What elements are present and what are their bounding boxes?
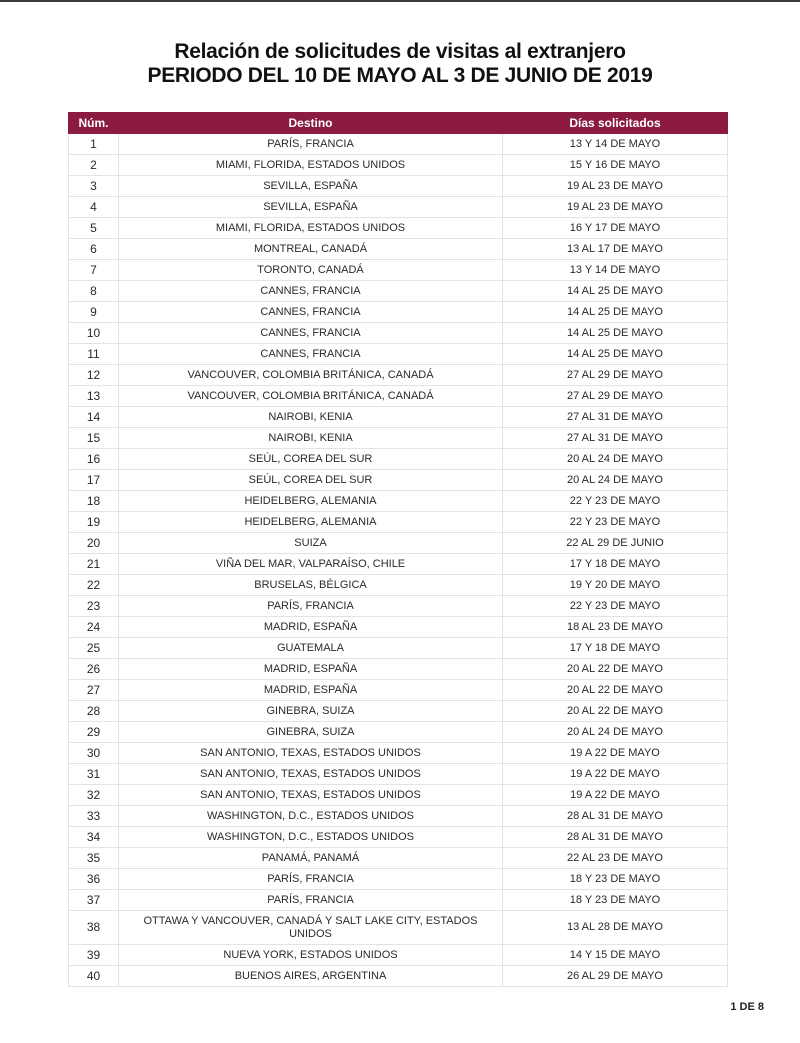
days-cell: 27 AL 31 DE MAYO bbox=[503, 428, 728, 449]
row-number: 2 bbox=[69, 155, 119, 176]
row-number: 25 bbox=[69, 638, 119, 659]
days-cell: 20 AL 24 DE MAYO bbox=[503, 722, 728, 743]
row-number: 36 bbox=[69, 869, 119, 890]
row-number: 16 bbox=[69, 449, 119, 470]
days-cell: 19 A 22 DE MAYO bbox=[503, 785, 728, 806]
table-row bbox=[69, 596, 728, 617]
days-cell: 27 AL 29 DE MAYO bbox=[503, 386, 728, 407]
table-row bbox=[69, 386, 728, 407]
destination-cell: PARÍS, FRANCIA bbox=[119, 890, 503, 911]
row-number: 12 bbox=[69, 365, 119, 386]
table-row bbox=[69, 302, 728, 323]
destination-cell: SEVILLA, ESPAÑA bbox=[119, 197, 503, 218]
days-cell: 14 AL 25 DE MAYO bbox=[503, 344, 728, 365]
destination-cell: BUENOS AIRES, ARGENTINA bbox=[119, 966, 503, 987]
destination-cell: SUIZA bbox=[119, 533, 503, 554]
table-row bbox=[69, 554, 728, 575]
destination-cell: VIÑA DEL MAR, VALPARAÍSO, CHILE bbox=[119, 554, 503, 575]
days-cell: 22 Y 23 DE MAYO bbox=[503, 596, 728, 617]
days-cell: 20 AL 24 DE MAYO bbox=[503, 449, 728, 470]
table-row bbox=[69, 449, 728, 470]
table-row bbox=[69, 365, 728, 386]
table-row bbox=[69, 966, 728, 987]
table-row bbox=[69, 407, 728, 428]
requests-table bbox=[68, 112, 728, 987]
table-row bbox=[69, 945, 728, 966]
table-row bbox=[69, 743, 728, 764]
row-number: 15 bbox=[69, 428, 119, 449]
row-number: 3 bbox=[69, 176, 119, 197]
destination-cell: PARÍS, FRANCIA bbox=[119, 134, 503, 155]
row-number: 31 bbox=[69, 764, 119, 785]
destination-cell: GUATEMALA bbox=[119, 638, 503, 659]
row-number: 21 bbox=[69, 554, 119, 575]
table-row bbox=[69, 260, 728, 281]
days-cell: 20 AL 24 DE MAYO bbox=[503, 470, 728, 491]
destination-cell: VANCOUVER, COLOMBIA BRITÁNICA, CANADÁ bbox=[119, 365, 503, 386]
days-cell: 19 A 22 DE MAYO bbox=[503, 764, 728, 785]
destination-cell: GINEBRA, SUIZA bbox=[119, 701, 503, 722]
row-number: 34 bbox=[69, 827, 119, 848]
days-cell: 20 AL 22 DE MAYO bbox=[503, 701, 728, 722]
days-cell: 19 AL 23 DE MAYO bbox=[503, 197, 728, 218]
destination-cell: PARÍS, FRANCIA bbox=[119, 596, 503, 617]
table-row bbox=[69, 722, 728, 743]
table-body bbox=[69, 134, 728, 987]
row-number: 22 bbox=[69, 575, 119, 596]
destination-cell: NUEVA YORK, ESTADOS UNIDOS bbox=[119, 945, 503, 966]
destination-cell: TORONTO, CANADÁ bbox=[119, 260, 503, 281]
row-number: 19 bbox=[69, 512, 119, 533]
days-cell: 20 AL 22 DE MAYO bbox=[503, 680, 728, 701]
row-number: 40 bbox=[69, 966, 119, 987]
days-cell: 16 Y 17 DE MAYO bbox=[503, 218, 728, 239]
destination-cell: CANNES, FRANCIA bbox=[119, 302, 503, 323]
destination-cell: MIAMI, FLORIDA, ESTADOS UNIDOS bbox=[119, 218, 503, 239]
destination-cell: BRUSELAS, BÉLGICA bbox=[119, 575, 503, 596]
destination-cell: HEIDELBERG, ALEMANIA bbox=[119, 491, 503, 512]
table-row bbox=[69, 848, 728, 869]
table-row bbox=[69, 869, 728, 890]
table-row bbox=[69, 659, 728, 680]
table-row bbox=[69, 218, 728, 239]
row-number: 7 bbox=[69, 260, 119, 281]
row-number: 20 bbox=[69, 533, 119, 554]
row-number: 32 bbox=[69, 785, 119, 806]
table-row bbox=[69, 575, 728, 596]
row-number: 13 bbox=[69, 386, 119, 407]
row-number: 1 bbox=[69, 134, 119, 155]
table-row bbox=[69, 785, 728, 806]
destination-cell: NAIROBI, KENIA bbox=[119, 407, 503, 428]
days-cell: 22 AL 23 DE MAYO bbox=[503, 848, 728, 869]
row-number: 28 bbox=[69, 701, 119, 722]
table-row bbox=[69, 911, 728, 945]
row-number: 27 bbox=[69, 680, 119, 701]
days-cell: 15 Y 16 DE MAYO bbox=[503, 155, 728, 176]
row-number: 10 bbox=[69, 323, 119, 344]
destination-cell: PANAMÁ, PANAMÁ bbox=[119, 848, 503, 869]
destination-cell: OTTAWA Y VANCOUVER, CANADÁ Y SALT LAKE CITY, ESTADOS UNIDOS bbox=[119, 911, 503, 945]
days-cell: 19 A 22 DE MAYO bbox=[503, 743, 728, 764]
days-cell: 27 AL 29 DE MAYO bbox=[503, 365, 728, 386]
days-cell: 18 AL 23 DE MAYO bbox=[503, 617, 728, 638]
row-number: 35 bbox=[69, 848, 119, 869]
row-number: 9 bbox=[69, 302, 119, 323]
row-number: 11 bbox=[69, 344, 119, 365]
destination-cell: CANNES, FRANCIA bbox=[119, 344, 503, 365]
column-header-destination: Destino bbox=[119, 113, 503, 134]
table-row bbox=[69, 323, 728, 344]
days-cell: 19 AL 23 DE MAYO bbox=[503, 176, 728, 197]
days-cell: 13 Y 14 DE MAYO bbox=[503, 134, 728, 155]
row-number: 5 bbox=[69, 218, 119, 239]
destination-cell: MADRID, ESPAÑA bbox=[119, 659, 503, 680]
days-cell: 28 AL 31 DE MAYO bbox=[503, 806, 728, 827]
days-cell: 20 AL 22 DE MAYO bbox=[503, 659, 728, 680]
table-row bbox=[69, 155, 728, 176]
column-header-days: Días solicitados bbox=[503, 113, 728, 134]
row-number: 39 bbox=[69, 945, 119, 966]
row-number: 29 bbox=[69, 722, 119, 743]
destination-cell: MADRID, ESPAÑA bbox=[119, 680, 503, 701]
destination-cell: HEIDELBERG, ALEMANIA bbox=[119, 512, 503, 533]
destination-cell: CANNES, FRANCIA bbox=[119, 323, 503, 344]
days-cell: 13 AL 17 DE MAYO bbox=[503, 239, 728, 260]
table-row bbox=[69, 638, 728, 659]
destination-cell: SAN ANTONIO, TEXAS, ESTADOS UNIDOS bbox=[119, 764, 503, 785]
days-cell: 22 AL 29 DE JUNIO bbox=[503, 533, 728, 554]
row-number: 17 bbox=[69, 470, 119, 491]
table-row bbox=[69, 764, 728, 785]
days-cell: 17 Y 18 DE MAYO bbox=[503, 638, 728, 659]
document-title: Relación de solicitudes de visitas al extranjero bbox=[174, 40, 626, 63]
destination-cell: WASHINGTON, D.C., ESTADOS UNIDOS bbox=[119, 806, 503, 827]
table-row bbox=[69, 470, 728, 491]
days-cell: 14 AL 25 DE MAYO bbox=[503, 281, 728, 302]
table-row bbox=[69, 428, 728, 449]
destination-cell: SAN ANTONIO, TEXAS, ESTADOS UNIDOS bbox=[119, 743, 503, 764]
table-row bbox=[69, 701, 728, 722]
row-number: 4 bbox=[69, 197, 119, 218]
days-cell: 13 AL 28 DE MAYO bbox=[503, 911, 728, 945]
row-number: 6 bbox=[69, 239, 119, 260]
row-number: 8 bbox=[69, 281, 119, 302]
days-cell: 26 AL 29 DE MAYO bbox=[503, 966, 728, 987]
table-row bbox=[69, 197, 728, 218]
top-border-line bbox=[0, 0, 800, 2]
days-cell: 14 AL 25 DE MAYO bbox=[503, 323, 728, 344]
days-cell: 14 AL 25 DE MAYO bbox=[503, 302, 728, 323]
days-cell: 13 Y 14 DE MAYO bbox=[503, 260, 728, 281]
destination-cell: WASHINGTON, D.C., ESTADOS UNIDOS bbox=[119, 827, 503, 848]
table-row bbox=[69, 890, 728, 911]
row-number: 14 bbox=[69, 407, 119, 428]
destination-cell: MADRID, ESPAÑA bbox=[119, 617, 503, 638]
table-row bbox=[69, 491, 728, 512]
destination-cell: MONTREAL, CANADÁ bbox=[119, 239, 503, 260]
days-cell: 22 Y 23 DE MAYO bbox=[503, 491, 728, 512]
destination-cell: MIAMI, FLORIDA, ESTADOS UNIDOS bbox=[119, 155, 503, 176]
row-number: 33 bbox=[69, 806, 119, 827]
document-period: PERIODO DEL 10 DE MAYO AL 3 DE JUNIO DE 2019 bbox=[147, 64, 653, 87]
days-cell: 19 Y 20 DE MAYO bbox=[503, 575, 728, 596]
days-cell: 17 Y 18 DE MAYO bbox=[503, 554, 728, 575]
table-row bbox=[69, 827, 728, 848]
table-header-row bbox=[69, 113, 728, 134]
days-cell: 27 AL 31 DE MAYO bbox=[503, 407, 728, 428]
table-row bbox=[69, 344, 728, 365]
destination-cell: SEÚL, COREA DEL SUR bbox=[119, 449, 503, 470]
page-number: 1 DE 8 bbox=[730, 1001, 764, 1013]
table-row bbox=[69, 239, 728, 260]
table-row bbox=[69, 533, 728, 554]
destination-cell: CANNES, FRANCIA bbox=[119, 281, 503, 302]
destination-cell: GINEBRA, SUIZA bbox=[119, 722, 503, 743]
row-number: 18 bbox=[69, 491, 119, 512]
row-number: 23 bbox=[69, 596, 119, 617]
days-cell: 14 Y 15 DE MAYO bbox=[503, 945, 728, 966]
row-number: 37 bbox=[69, 890, 119, 911]
table-row bbox=[69, 176, 728, 197]
table-row bbox=[69, 281, 728, 302]
days-cell: 18 Y 23 DE MAYO bbox=[503, 869, 728, 890]
table-row bbox=[69, 680, 728, 701]
row-number: 38 bbox=[69, 911, 119, 945]
destination-cell: SEÚL, COREA DEL SUR bbox=[119, 470, 503, 491]
table-row bbox=[69, 134, 728, 155]
destination-cell: SAN ANTONIO, TEXAS, ESTADOS UNIDOS bbox=[119, 785, 503, 806]
row-number: 24 bbox=[69, 617, 119, 638]
destination-cell: SEVILLA, ESPAÑA bbox=[119, 176, 503, 197]
destination-cell: PARÍS, FRANCIA bbox=[119, 869, 503, 890]
table-row bbox=[69, 617, 728, 638]
row-number: 26 bbox=[69, 659, 119, 680]
table-row bbox=[69, 806, 728, 827]
days-cell: 18 Y 23 DE MAYO bbox=[503, 890, 728, 911]
days-cell: 22 Y 23 DE MAYO bbox=[503, 512, 728, 533]
destination-cell: VANCOUVER, COLOMBIA BRITÁNICA, CANADÁ bbox=[119, 386, 503, 407]
column-header-num: Núm. bbox=[69, 113, 119, 134]
row-number: 30 bbox=[69, 743, 119, 764]
destination-cell: NAIROBI, KENIA bbox=[119, 428, 503, 449]
days-cell: 28 AL 31 DE MAYO bbox=[503, 827, 728, 848]
table-row bbox=[69, 512, 728, 533]
